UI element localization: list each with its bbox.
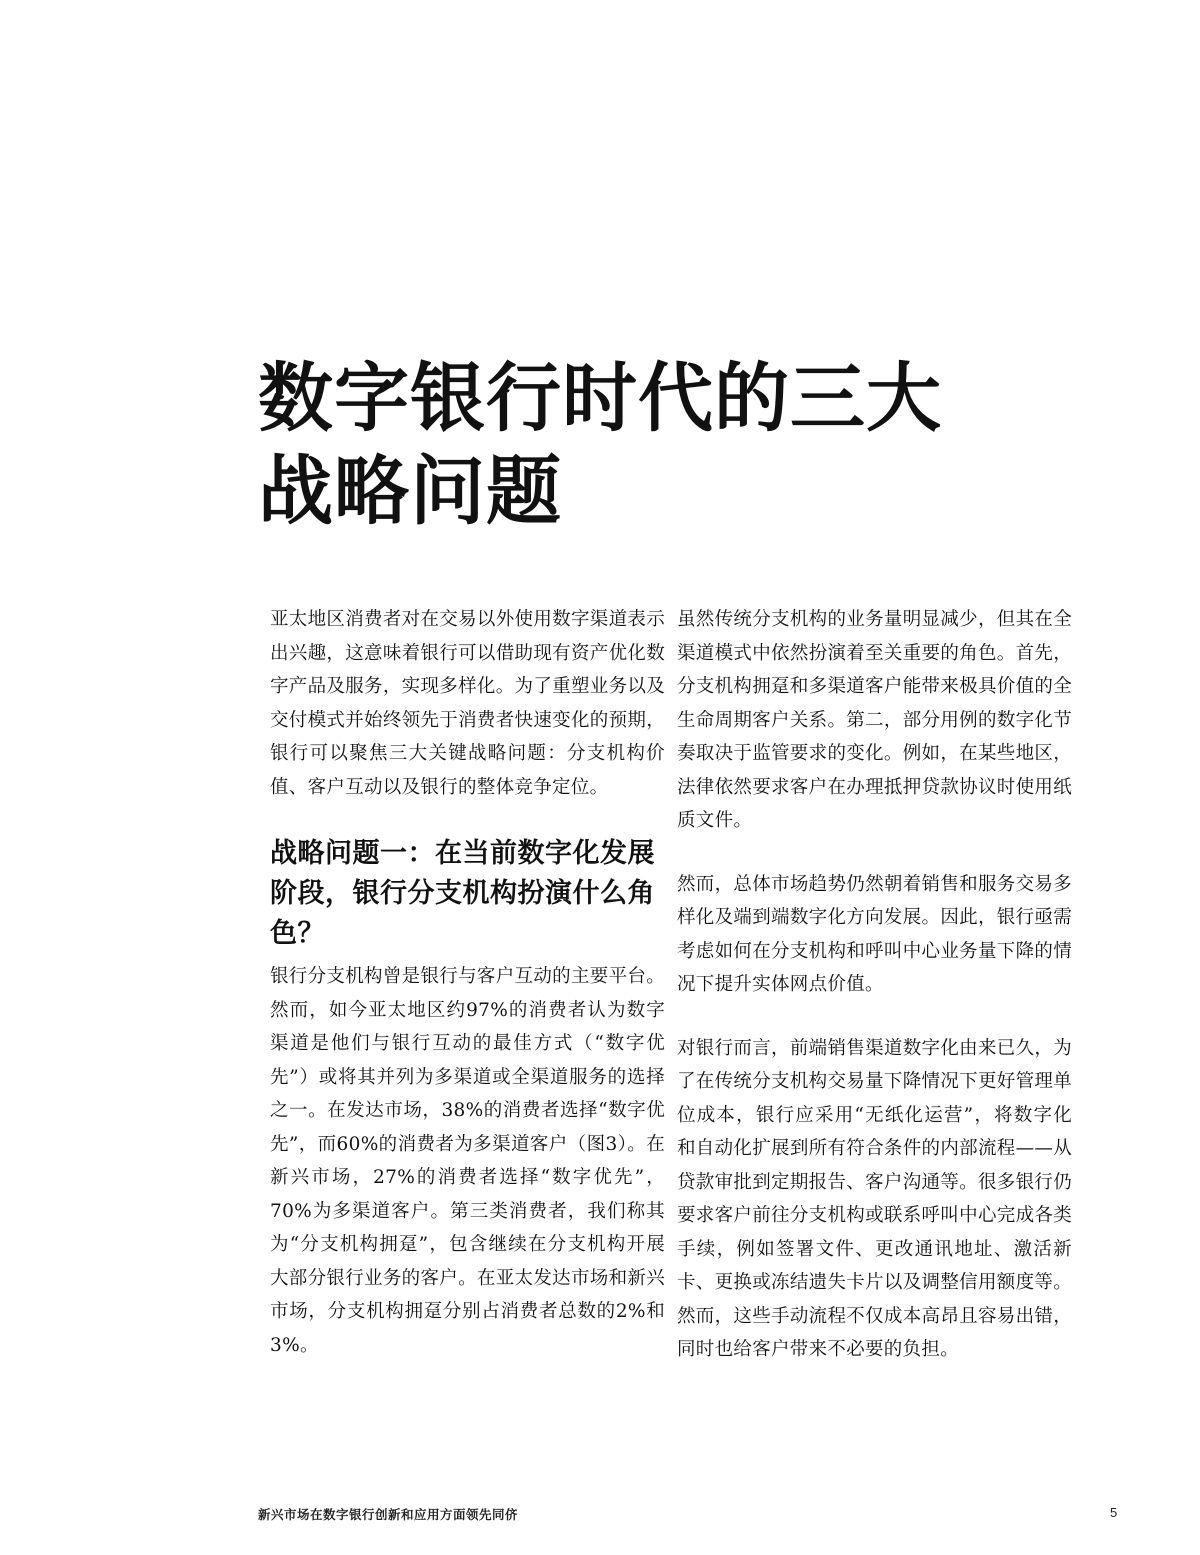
page-number: 5 — [1110, 1505, 1118, 1520]
right-paragraph-2: 然而，总体市场趋势仍然朝着销售和服务交易多样化及端到端数字化方向发展。因此，银行亟需考虑如何在分支机构和呼叫中心业务量下降的情况下提升实体网点价值。 — [677, 873, 1072, 995]
left-column — [270, 603, 665, 1392]
right-paragraph-1: 虽然传统分支机构的业务量明显减少，但其在全渠道模式中依然扮演着至关重要的角色。首先，分支机构拥趸和多渠道客户能带来极具价值的全生命周期客户关系。第二，部分用例的数字化节奏取决于监管要求的变化。例如，在某些地区，法律依然要求客户在办理抵押贷款协议时使用纸质文件。 — [677, 609, 1072, 831]
page-title: 数字银行时代的三大战略问题 — [258, 354, 943, 535]
right-paragraph-3: 对银行而言，前端销售渠道数字化由来已久，为了在传统分支机构交易量下降情况下更好管理单位成本，银行应采用“无纸化运营”，将数字化和自动化扩展到所有符合条件的内部流程——从贷款审批到定期报告、客户沟通等。很多银行仍要求客户前往分支机构或联系呼叫中心完成各类手续，例如签署文件、更改通讯地址、激活新卡、更换或冻结遗失卡片以及调整信用额度等。然而，这些手动流程不仅成本高昂且容易出错，同时也给客户带来不必要的负担。 — [677, 1037, 1072, 1360]
section-heading: 战略问题一：在当前数字化发展阶段，银行分支机构扮演什么角色？ — [270, 838, 655, 949]
section-body-paragraph: 银行分支机构曾是银行与客户互动的主要平台。然而，如今亚太地区约97%的消费者认为数字渠道是他们与银行互动的最佳方式（“数字优先”）或将其并列为多渠道或全渠道服务的选择之一。在发达市场，38%的消费者选择“数字优先”，而60%的消费者为多渠道客户（图3）。在新兴市场，27%的消费者选择“数字优先”，70%为多渠道客户。第三类消费者，我们称其为“分支机构拥趸”，包含继续在分支机构开展大部分银行业务的客户。在亚太发达市场和新兴市场，分支机构拥趸分别占消费者总数的2%和3%。 — [270, 966, 665, 1356]
intro-paragraph: 亚太地区消费者对在交易以外使用数字渠道表示出兴趣，这意味着银行可以借助现有资产优化数字产品及服务，实现多样化。为了重塑业务以及交付模式并始终领先于消费者快速变化的预期，银行可以聚焦三大关键战略问题：分支机构价值、客户互动以及银行的整体竞争定位。 — [270, 609, 665, 798]
footer-publication-title: 新兴市场在数字银行创新和应用方面领先同侪 — [258, 1507, 519, 1522]
right-column — [677, 603, 1072, 1397]
